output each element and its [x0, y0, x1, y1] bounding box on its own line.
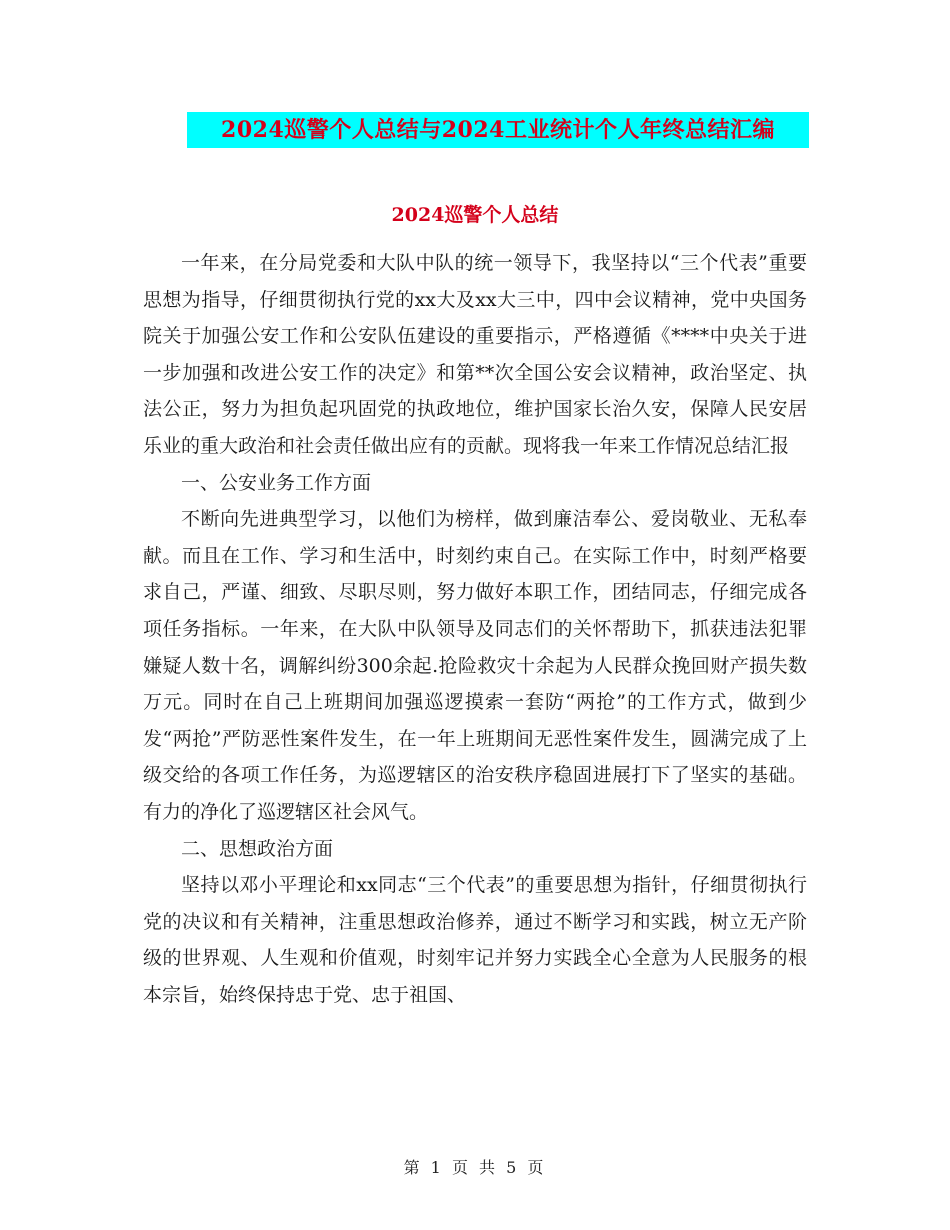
document-title: 2024巡警个人总结与2024工业统计个人年终总结汇编 [187, 112, 809, 148]
paragraph-intro: 一年来，在分局党委和大队中队的统一领导下，我坚持以“三个代表”重要思想为指导，仔细贯彻执行党的xx大及xx大三中，四中会议精神，党中央国务院关于加强公安工作和公安队伍建设的重要指示，严格遵循《****中央关于进一步加强和改进公安工作的决定》和第**次全国公安会议精神，政治坚定、执法公正，努力为担负起巩固党的执政地位，维护国家长治久安，保障人民安居乐业的重大政治和社会责任做出应有的贡献。现将我一年来工作情况总结汇报 [143, 252, 807, 457]
heading-public-security: 一、公安业务工作方面 [181, 471, 372, 494]
section-title: 2024巡警个人总结 [391, 204, 559, 226]
heading-political-thought: 二、思想政治方面 [181, 837, 334, 860]
document-body [143, 245, 807, 1013]
paragraph-political-thought: 坚持以邓小平理论和xx同志“三个代表”的重要思想为指针，仔细贯彻执行党的决议和有关精神，注重思想政治修养，通过不断学习和实践，树立无产阶级的世界观、人生观和价值观，时刻牢记并努力实践全心全意为人民服务的根本宗旨，始终保持忠于党、忠于祖国、 [143, 874, 807, 1006]
page-number-footer: 第 1 页 共 5 页 [403, 1158, 547, 1177]
paragraph-public-security: 不断向先进典型学习，以他们为榜样，做到廉洁奉公、爱岗敬业、无私奉献。而且在工作、学习和生活中，时刻约束自己。在实际工作中，时刻严格要求自己，严谨、细致、尽职尽则，努力做好本职工作，团结同志，仔细完成各项任务指标。一年来，在大队中队领导及同志们的关怀帮助下，抓获违法犯罪嫌疑人数十名，调解纠纷300余起.抢险救灾十余起为人民群众挽回财产损失数万元。同时在自己上班期间加强巡逻摸索一套防“两抢”的工作方式，做到少发“两抢”严防恶性案件发生，在一年上班期间无恶性案件发生，圆满完成了上级交给的各项工作任务，为巡逻辖区的治安秩序稳固进展打下了坚实的基础。有力的净化了巡逻辖区社会风气。 [143, 508, 807, 823]
